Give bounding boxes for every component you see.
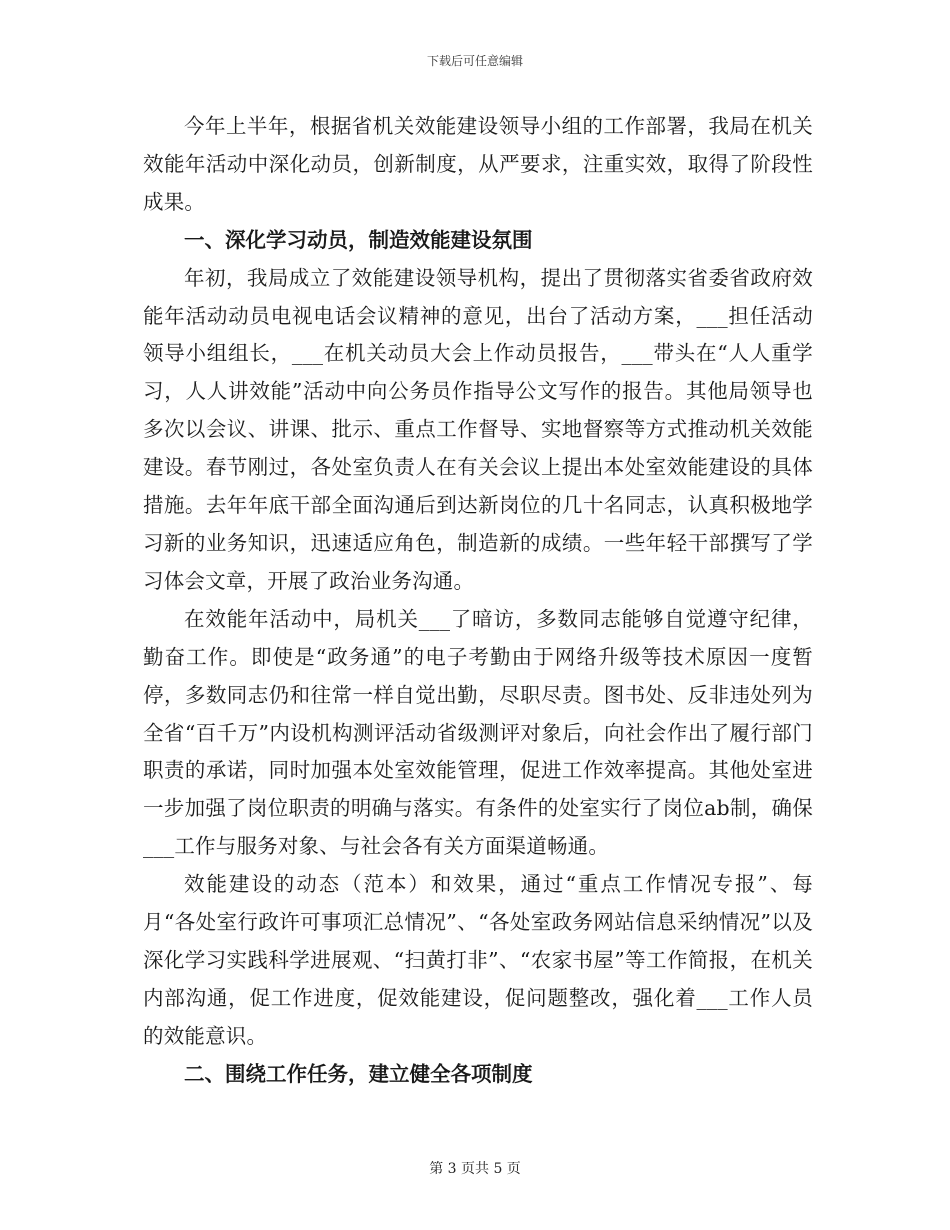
document-body: [143, 108, 813, 1094]
section-heading-2: 二、围绕工作任务，建立健全各项制度: [184, 1061, 533, 1086]
page-footer: 第 3 页共 5 页: [429, 1161, 521, 1177]
paragraph-reports: 效能建设的动态（范本）和效果，通过“重点工作情况专报”、每月“各处室行政许可事项汇总情况”、“各处室政务网站信息采纳情况”以及深化学习实践科学进展观、“扫黄打非”、“农家书屋”等工作简报，在机关内部沟通，促工作进度，促效能建设，促问题整改，强化着___工作人员的效能意识。: [143, 872, 813, 1048]
page-header: 下载后可任意编辑: [426, 54, 523, 68]
paragraph-leadership: 年初，我局成立了效能建设领导机构，提出了贯彻落实省委省政府效能年活动动员电视电话会议精神的意见，出台了活动方案，___担任活动领导小组组长，___在机关动员大会上作动员报告，___带头在“人人重学习，人人讲效能”活动中向公务员作指导公文写作的报告。其他局领导也多次以会议、讲课、批示、重点工作督导、实地督察等方式推动机关效能建设。春节刚过，各处室负责人在有关会议上提出本处室效能建设的具体措施。去年年底干部全面沟通后到达新岗位的几十名同志，认真积极地学习新的业务知识，迅速适应角色，制造新的成绩。一些年轻干部撰写了学习体会文章，开展了政治业务沟通。: [143, 265, 813, 593]
section-heading-1: 一、深化学习动员，制造效能建设氛围: [184, 227, 533, 252]
paragraph-intro: 今年上半年，根据省机关效能建设领导小组的工作部署，我局在机关效能年活动中深化动员，创新制度，从严要求，注重实效，取得了阶段性成果。: [143, 114, 813, 214]
paragraph-inspection: 在效能年活动中，局机关___了暗访，多数同志能够自觉遵守纪律，勤奋工作。即使是“政务通”的电子考勤由于网络升级等技术原因一度暂停，多数同志仍和往常一样自觉出勤，尽职尽责。图书处、反非违处列为全省“百千万”内设机构测评活动省级测评对象后，向社会作出了履行部门职责的承诺，同时加强本处室效能管理，促进工作效率提高。其他处室进一步加强了岗位职责的明确与落实。有条件的处室实行了岗位ab制，确保___工作与服务对象、与社会各有关方面渠道畅通。: [143, 606, 813, 859]
